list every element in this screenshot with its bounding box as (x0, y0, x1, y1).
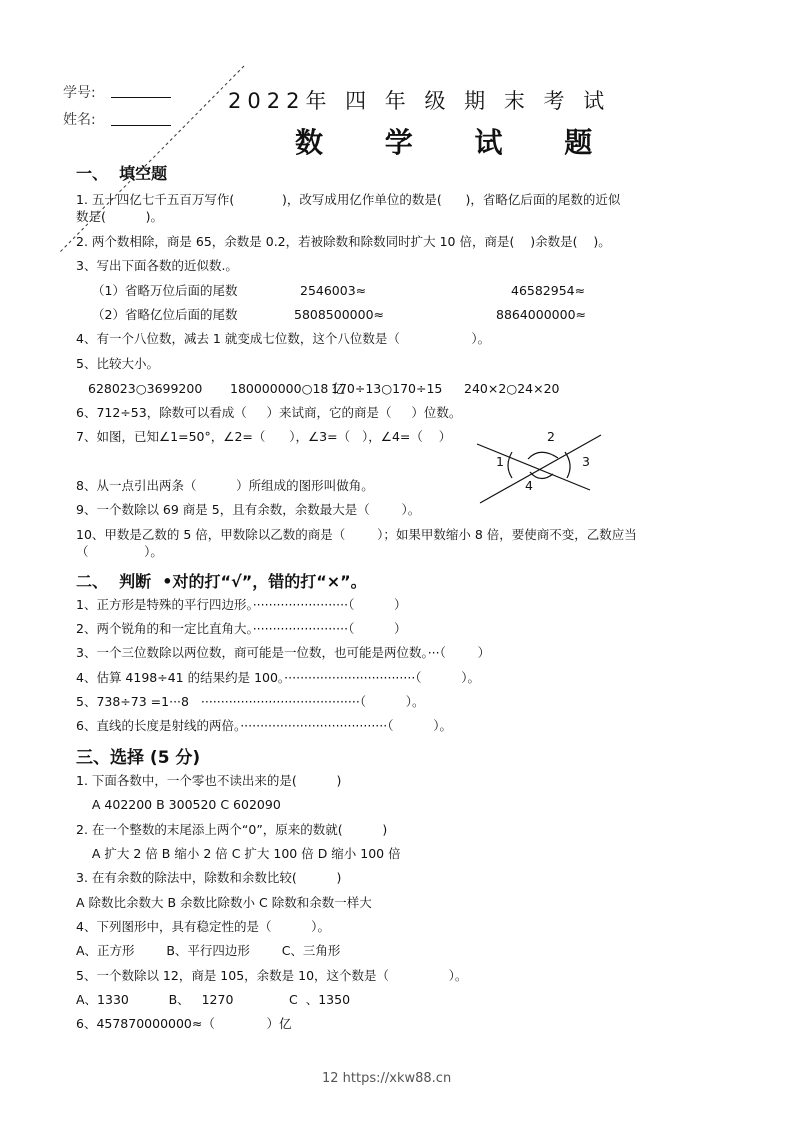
section-1-heading: 一、 填空题 (76, 164, 168, 183)
question-3-1-b: 46582954≈ (511, 283, 586, 298)
compare-item-1: 628023○3699200 (88, 381, 203, 396)
choice-line-6: A 除数比余数大 B 余数比除数小 C 除数和余数一样大 (76, 895, 372, 910)
choice-line-10: A、1330 B、 1270 C 、1350 (76, 992, 351, 1007)
question-7: 7、如图，已知∠1=50°，∠2=（ ），∠3=（ ），∠4=（ ） (76, 429, 452, 444)
exam-title: 2022年 四 年 级 期 末 考 试 (228, 89, 611, 113)
angle-label-3: 3 (582, 454, 590, 469)
name-field[interactable] (111, 125, 171, 126)
judge-item-3: 3、一个三位数除以两位数，商可能是一位数，也可能是两位数。···（ ） (76, 645, 491, 660)
angle-label-1: 1 (496, 454, 504, 469)
choice-line-7: 4、下列图形中，具有稳定性的是（ ）。 (76, 919, 330, 934)
name-label: 姓名: (63, 112, 96, 128)
choice-line-5: 3. 在有余数的除法中，除数和余数比较( ) (76, 870, 342, 885)
judge-item-2: 2、两个锐角的和一定比直角大。························（ ） (76, 621, 407, 636)
subject-title: 数 学 试 题 (295, 126, 619, 159)
question-3-1-a: 2546003≈ (300, 283, 367, 298)
question-6: 6、712÷53，除数可以看成（ ）来试商，它的商是（ ）位数。 (76, 405, 462, 420)
choice-line-11: 6、457870000000≈（ ）亿 (76, 1016, 292, 1031)
question-1-line-2: 数是( )。 (76, 209, 163, 224)
question-10-line-2: （ ）。 (76, 544, 163, 559)
question-3-2-b: 8864000000≈ (496, 307, 587, 322)
angle-label-2: 2 (547, 429, 555, 444)
question-3-2-label: （2）省略亿位后面的尾数 (92, 307, 238, 322)
choice-line-3: 2. 在一个整数的末尾添上两个“0”，原来的数就( ) (76, 822, 388, 837)
choice-line-2: A 402200 B 300520 C 602090 (76, 797, 281, 812)
compare-item-3: 170÷13○170÷15 (331, 381, 443, 396)
section-3-heading: 三、选择 (5 分) (76, 748, 201, 768)
judge-item-6: 6、直线的长度是射线的两倍。·····································（ ）。 (76, 718, 452, 733)
compare-item-2: 180000000○18 亿 (230, 381, 345, 396)
question-3-1-label: （1）省略万位后面的尾数 (92, 283, 238, 298)
judge-item-5: 5、738÷73 =1···8 ········································（ ）。 (76, 694, 425, 709)
question-8: 8、从一点引出两条（ ）所组成的图形叫做角。 (76, 478, 374, 493)
footer-watermark: 12 https://xkw88.cn (322, 1071, 452, 1086)
question-3-2-a: 5808500000≈ (294, 307, 385, 322)
student-id-field[interactable] (111, 97, 171, 98)
question-4: 4、有一个八位数，减去 1 就变成七位数，这个八位数是（ ）。 (76, 331, 491, 346)
judge-item-1: 1、正方形是特殊的平行四边形。························（ ） (76, 597, 407, 612)
angle-label-4: 4 (525, 478, 533, 493)
section-2-heading: 二、 判断 •对的打“√”，错的打“×”。 (76, 572, 367, 591)
question-5: 5、比较大小。 (76, 356, 159, 371)
compare-item-4: 240×2○24×20 (464, 381, 560, 396)
choice-line-8: A、正方形 B、平行四边形 C、三角形 (76, 943, 341, 958)
question-2: 2. 两个数相除，商是 65，余数是 0.2，若被除数和除数同时扩大 10 倍，商是( )余数是( )。 (76, 234, 611, 249)
question-10-line-1: 10、甲数是乙数的 5 倍，甲数除以乙数的商是（ ）；如果甲数缩小 8 倍，要使商不变，乙数应当 (76, 527, 637, 542)
choice-line-9: 5、一个数除以 12，商是 105，余数是 10，这个数是（ ）。 (76, 968, 468, 983)
choice-line-1: 1. 下面各数中，一个零也不读出来的是( ) (76, 773, 342, 788)
choice-line-4: A 扩大 2 倍 B 缩小 2 倍 C 扩大 100 倍 D 缩小 100 倍 (76, 846, 401, 861)
question-9: 9、一个数除以 69 商是 5，且有余数，余数最大是（ ）。 (76, 502, 421, 517)
question-1-line-1: 1. 五十四亿七千五百万写作( )，改写成用亿作单位的数是( )，省略亿后面的尾数的近似 (76, 192, 621, 207)
judge-item-4: 4、估算 4198÷41 的结果约是 100。·································（ ）。 (76, 670, 481, 685)
student-id-label: 学号: (63, 85, 96, 101)
question-3: 3、写出下面各数的近似数.。 (76, 258, 238, 273)
